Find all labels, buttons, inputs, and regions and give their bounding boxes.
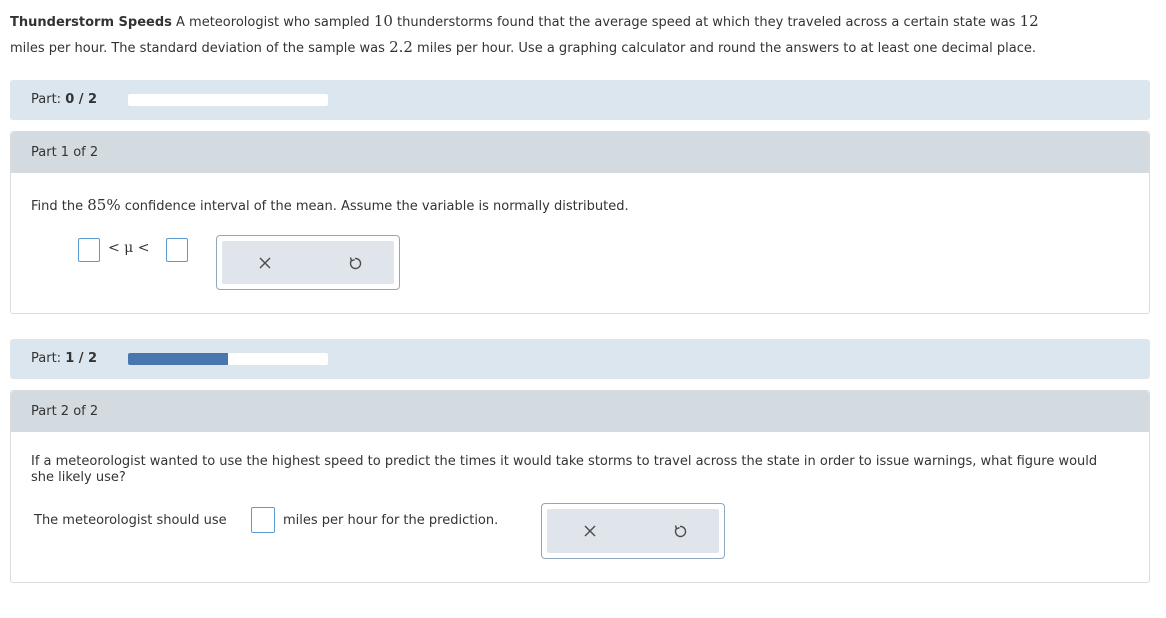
confidence-level: 85% <box>87 196 121 214</box>
part-1-question <box>31 196 629 214</box>
part-1-title: Part 1 of 2 <box>31 145 99 160</box>
answer-prefix: The meteorologist should use <box>34 513 227 528</box>
sd-value: 2.2 <box>389 38 413 56</box>
answer-toolbar <box>216 235 400 290</box>
part-label-text: Part: <box>31 351 62 366</box>
progress-track <box>128 353 328 365</box>
part-1-card <box>10 131 1150 314</box>
part-progress-value: 0 / 2 <box>65 92 98 107</box>
question-text: Find the <box>31 199 88 214</box>
inequality-symbol: < μ < <box>108 240 150 256</box>
mean-value: 12 <box>1019 12 1039 30</box>
undo-icon[interactable] <box>344 252 366 274</box>
progress-fill <box>128 353 228 365</box>
part-progress-label <box>31 92 97 107</box>
part-progress-bar <box>10 339 1150 379</box>
part-2-card <box>10 390 1150 583</box>
problem-title: Thunderstorm Speeds <box>10 15 172 30</box>
undo-icon[interactable] <box>669 520 691 542</box>
answer-suffix: miles per hour for the prediction. <box>283 513 499 528</box>
part-progress-bar <box>10 80 1150 120</box>
prediction-input[interactable] <box>251 507 275 533</box>
sample-size: 10 <box>373 12 393 30</box>
upper-bound-input[interactable] <box>166 238 188 262</box>
question-text: confidence interval of the mean. Assume the variable is normally distributed. <box>120 199 629 214</box>
part-progress-value: 1 / 2 <box>65 351 98 366</box>
toolbar-panel <box>547 509 719 553</box>
answer-toolbar <box>541 503 725 559</box>
problem-text: thunderstorms found that the average speed at which they traveled across a certain state was <box>392 15 1020 30</box>
part-1-header <box>11 132 1149 173</box>
part-progress-label <box>31 351 97 366</box>
toolbar-panel <box>222 241 394 284</box>
lower-bound-input[interactable] <box>78 238 100 262</box>
part-2-question: If a meteorologist wanted to use the highest speed to predict the times it would take storms to travel across the state in order to issue warnings, what figure would she likely use? <box>31 454 1098 485</box>
problem-text: miles per hour. The standard deviation of the sample was <box>10 41 390 56</box>
progress-track <box>128 94 328 106</box>
problem-statement <box>10 9 1150 61</box>
problem-text: miles per hour. Use a graphing calculator and round the answers to at least one decimal place. <box>412 41 1037 56</box>
problem-text: A meteorologist who sampled <box>171 15 374 30</box>
part-2-title: Part 2 of 2 <box>31 404 99 419</box>
part-2-header <box>11 391 1149 432</box>
close-icon[interactable] <box>254 252 276 274</box>
part-label-text: Part: <box>31 92 62 107</box>
close-icon[interactable] <box>579 520 601 542</box>
